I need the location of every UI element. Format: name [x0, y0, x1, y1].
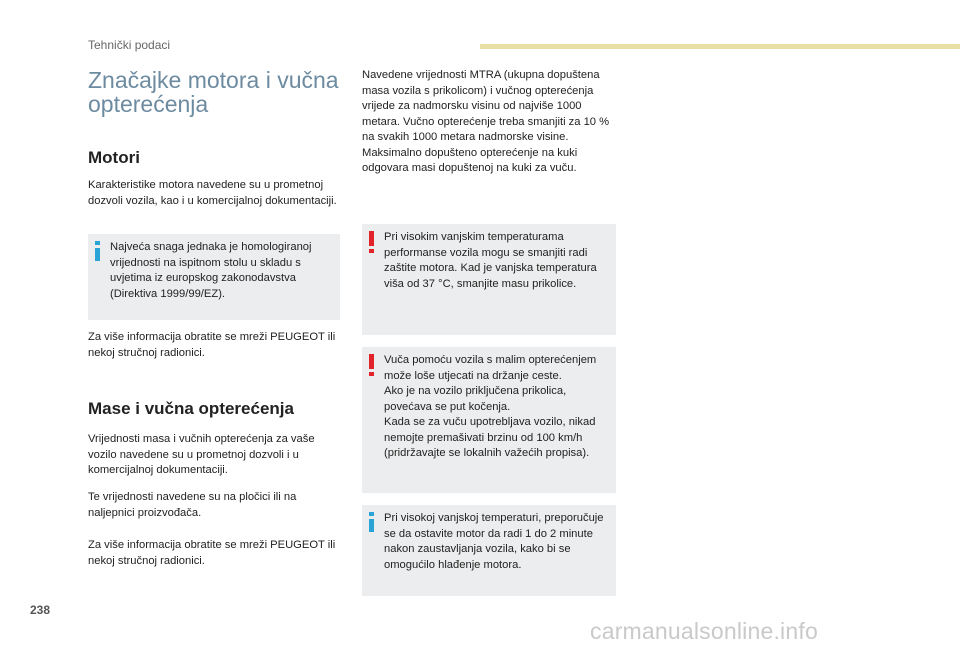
page-title: Značajke motora i vučna opterećenja	[88, 67, 339, 117]
info-box-cooling	[362, 505, 616, 596]
mase-paragraph-1: Vrijednosti masa i vučnih opterećenja za vaše vozilo navedene su u prometnoj dozvoli i u komercijalnoj dokumentaciji.	[88, 433, 315, 476]
info-box-power	[88, 234, 340, 320]
warning-box-temperature	[362, 224, 616, 335]
section-title: Tehnički podaci	[88, 38, 171, 52]
hook-load-text: Maksimalno dopušteno opterećenje na kuki odgovara masi dopuštenoj na kuki za vuču.	[362, 146, 578, 174]
mtra-paragraph	[362, 68, 617, 177]
info-box-power-text: Najveća snaga jednaka je homologiranoj vrijednosti na ispitnom stolu u skladu s uvjetima iz europskog zakonodavstva (Direktiva 1999/99/EZ).	[110, 241, 312, 300]
mase-paragraph-3: Za više informacija obratite se mreži PEUGEOT ili nekoj stručnoj radionici.	[88, 539, 336, 567]
info-box-cooling-text: Pri visokoj vanjskoj temperaturi, preporučuje se da ostavite motor da radi 1 do 2 minute nakon zaustavljanja vozila, kako bi se omogućilo hlađenje motora.	[384, 512, 604, 571]
towing-line-1: Vuča pomoću vozila s malim opterećenjem može loše utjecati na držanje ceste.	[384, 354, 597, 382]
motori-paragraph-1: Karakteristike motora navedene su u prometnoj dozvoli vozila, kao i u komercijalnoj dokumentaciji.	[88, 179, 337, 207]
mtra-paragraph-text: Navedene vrijednosti MTRA (ukupna dopuštena masa vozila s prikolicom) i vučnog opterećenja vrijede za nadmorsku visinu od najviše 1000 metara. Vučno opterećenje treba smanjiti za 10 % na svakih 1000 metara nadmorske visine.	[362, 69, 610, 143]
warning-icon	[369, 354, 374, 376]
heading-motori: Motori	[88, 148, 140, 167]
watermark: carmanualsonline.info	[590, 618, 818, 644]
warning-icon	[369, 231, 374, 253]
towing-line-3: Kada se za vuču upotrebljava vozilo, nikad nemojte premašivati brzinu od 100 km/h (pridržavajte se lokalnih važećih propisa).	[384, 416, 596, 459]
heading-mase: Mase i vučna opterećenja	[88, 399, 294, 418]
header-accent-bar	[480, 44, 960, 49]
info-icon	[95, 241, 100, 261]
warning-box-temperature-text: Pri visokim vanjskim temperaturama performanse vozila mogu se smanjiti radi zaštite motora. Kad je vanjska temperatura viša od 37 °C, smanjite masu prikolice.	[384, 231, 597, 290]
page-number: 238	[30, 603, 51, 617]
info-icon	[369, 512, 374, 532]
motori-paragraph-2: Za više informacija obratite se mreži PEUGEOT ili nekoj stručnoj radionici.	[88, 331, 336, 359]
warning-box-towing	[362, 347, 616, 493]
towing-line-2: Ako je na vozilo priključena prikolica, povećava se put kočenja.	[384, 385, 567, 413]
mase-paragraph-2: Te vrijednosti navedene su na pločici ili na naljepnici proizvođača.	[88, 491, 297, 519]
warning-box-towing-text	[384, 353, 610, 462]
